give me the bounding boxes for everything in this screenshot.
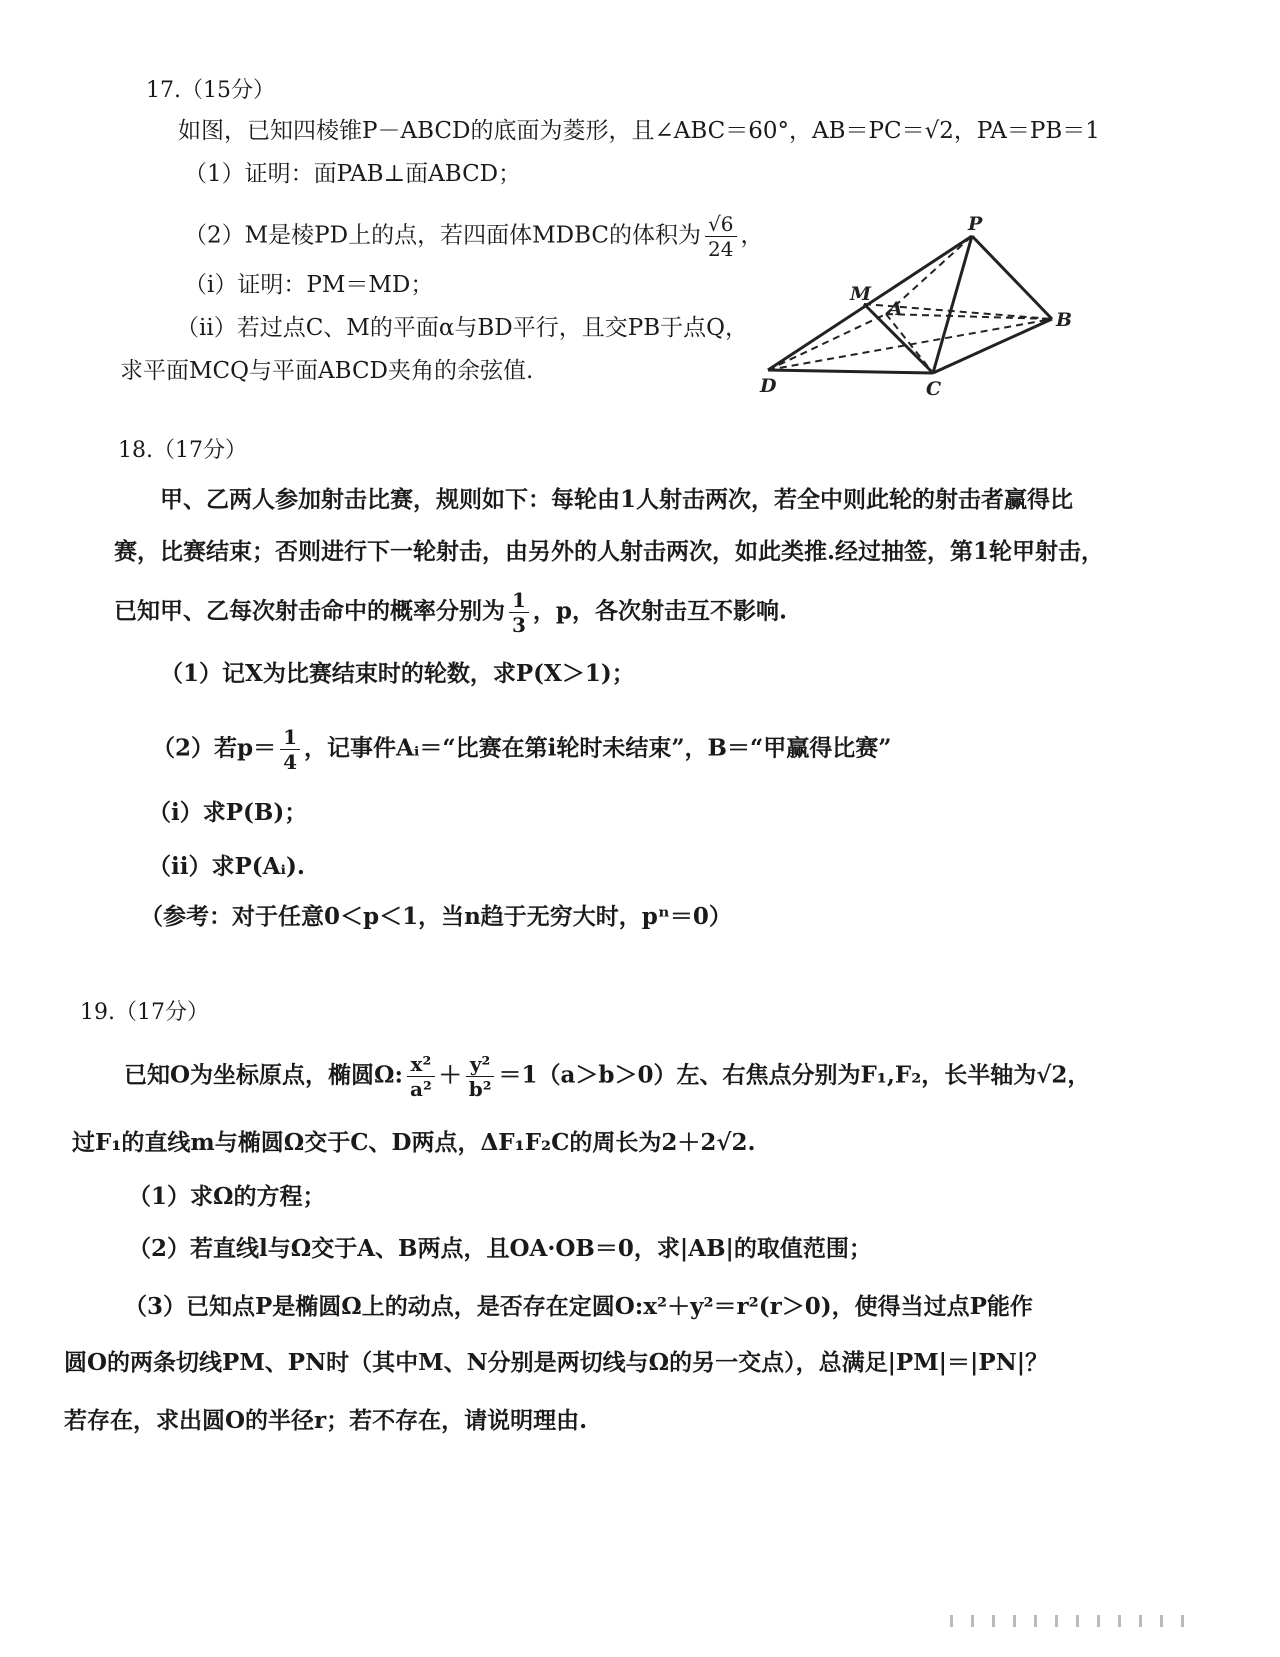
diagonal-AC: [886, 314, 933, 373]
q19-part1: （1）求Ω的方程；: [128, 1183, 326, 1210]
q19-x-denominator: a²: [410, 1077, 432, 1101]
q17-stem: 如图，已知四棱锥P－ABCD的底面为菱形，且∠ABC＝60°，AB＝PC＝√2，PA＝PB＝1: [178, 118, 1100, 144]
q17-part2-text: （2）M是棱PD上的点，若四面体MDBC的体积为: [184, 222, 702, 249]
q18-part2-text: （2）若p＝: [152, 734, 277, 762]
edge-CB: [933, 319, 1052, 373]
scan-mark: [1097, 1615, 1100, 1627]
q19-line2: 过F₁的直线m与椭圆Ω交于C、D两点，ΔF₁F₂C的周长为2＋2√2.: [72, 1129, 756, 1156]
q17-part2-ii-cont: 求平面MCQ与平面ABCD夹角的余弦值.: [120, 358, 534, 384]
q19-line1-text: 已知O为坐标原点，椭圆Ω:: [124, 1061, 403, 1089]
label-A: A: [888, 298, 903, 320]
q19-x-fraction: [407, 1052, 435, 1101]
q18-heading: 18.（17分）: [118, 438, 247, 463]
scan-mark: [1013, 1615, 1016, 1627]
q19-line1-tail: ＝1（a＞b＞0）左、右焦点分别为F₁,F₂，长半轴为√2，: [498, 1061, 1091, 1089]
scan-mark: [1055, 1615, 1058, 1627]
q17-part2-i: （i）证明：PM＝MD；: [184, 272, 434, 298]
q19-y-numerator: y²: [466, 1052, 495, 1077]
scan-mark: [1139, 1615, 1142, 1627]
edge-DC: [768, 370, 933, 373]
q19-y-fraction: [466, 1052, 495, 1101]
label-D: D: [760, 375, 777, 397]
label-C: C: [926, 378, 942, 400]
edge-PB: [972, 236, 1052, 319]
q18-p-fraction: [280, 725, 300, 774]
q17-volume-fraction: [705, 212, 736, 261]
scan-mark: [1034, 1615, 1037, 1627]
q18-part1: （1）记X为比赛结束时的轮数，求P(X＞1)；: [160, 660, 635, 687]
scan-mark: [971, 1615, 974, 1627]
q18-prob-fraction: [509, 588, 529, 637]
q18-reference-note: （参考：对于任意0＜p＜1，当n趋于无穷大时，pⁿ＝0）: [140, 903, 732, 930]
q17-part2: [184, 212, 764, 261]
q18-line1: 甲、乙两人参加射击比赛，规则如下：每轮由1人射击两次，若全中则此轮的射击者赢得比: [160, 486, 1074, 513]
q18-line3-text: 已知甲、乙每次射击命中的概率分别为: [114, 597, 505, 625]
q17-heading: 17.（15分）: [146, 78, 275, 103]
q19-part3-line3: 若存在，求出圆O的半径r；若不存在，请说明理由.: [64, 1407, 588, 1434]
scan-mark: [1118, 1615, 1121, 1627]
scan-edge-marks: [950, 1612, 1240, 1624]
q18-line3: [114, 588, 787, 637]
q18-part2-tail: ，记事件Aᵢ＝“比赛在第i轮时未结束”，B＝“甲赢得比赛”: [304, 734, 892, 762]
diagonal-DB: [768, 319, 1052, 370]
q19-x-numerator: x²: [407, 1052, 435, 1077]
q17-volume-denominator: 24: [708, 237, 734, 261]
label-P: P: [968, 213, 983, 235]
scan-mark: [950, 1615, 953, 1627]
edge-AB: [886, 314, 1052, 319]
scan-mark: [1181, 1615, 1184, 1627]
scan-mark: [1160, 1615, 1163, 1627]
scan-mark: [992, 1615, 995, 1627]
q17-volume-numerator: √6: [705, 212, 736, 237]
pyramid-figure: [760, 213, 1090, 405]
q19-part3-line2: 圆O的两条切线PM、PN时（其中M、N分别是两切线与Ω的另一交点），总满足|PM|＝|PN|？: [64, 1349, 1049, 1376]
q19-heading: 19.（17分）: [80, 1000, 209, 1025]
q19-line1: [124, 1052, 1090, 1101]
q18-prob-denominator: 3: [512, 613, 526, 637]
q19-part2: （2）若直线l与Ω交于A、B两点，且OA·OB＝0，求|AB|的取值范围；: [128, 1235, 872, 1262]
q19-part3-line1: （3）已知点P是椭圆Ω上的动点，是否存在定圆O:x²＋y²＝r²(r＞0)，使得当过点P能作: [124, 1293, 1033, 1320]
q19-y-denominator: b²: [468, 1077, 492, 1101]
q18-part2: [152, 725, 891, 774]
q17-part2-ii: （ii）若过点C、M的平面α与BD平行，且交PB于点Q，: [176, 315, 748, 341]
q17-part1: （1）证明：面PAB⊥面ABCD；: [184, 161, 522, 187]
q18-p-numerator: 1: [280, 725, 300, 750]
q18-line2: 赛，比赛结束；否则进行下一轮射击，由另外的人射击两次，如此类推.经过抽签，第1轮甲射击，: [114, 538, 1105, 565]
scan-mark: [1076, 1615, 1079, 1627]
q18-part2-ii: （ii）求P(Aᵢ).: [148, 853, 305, 880]
q18-prob-numerator: 1: [509, 588, 529, 613]
label-M: M: [850, 283, 872, 305]
q18-line3-tail: ，p，各次射击互不影响.: [532, 597, 788, 625]
edge-DA: [768, 314, 886, 370]
q18-part2-i: （i）求P(B)；: [148, 799, 308, 826]
q18-p-denominator: 4: [283, 750, 298, 774]
q19-plus: ＋: [438, 1061, 462, 1089]
label-B: B: [1056, 309, 1073, 331]
q17-part2-tail: ，: [740, 222, 764, 249]
